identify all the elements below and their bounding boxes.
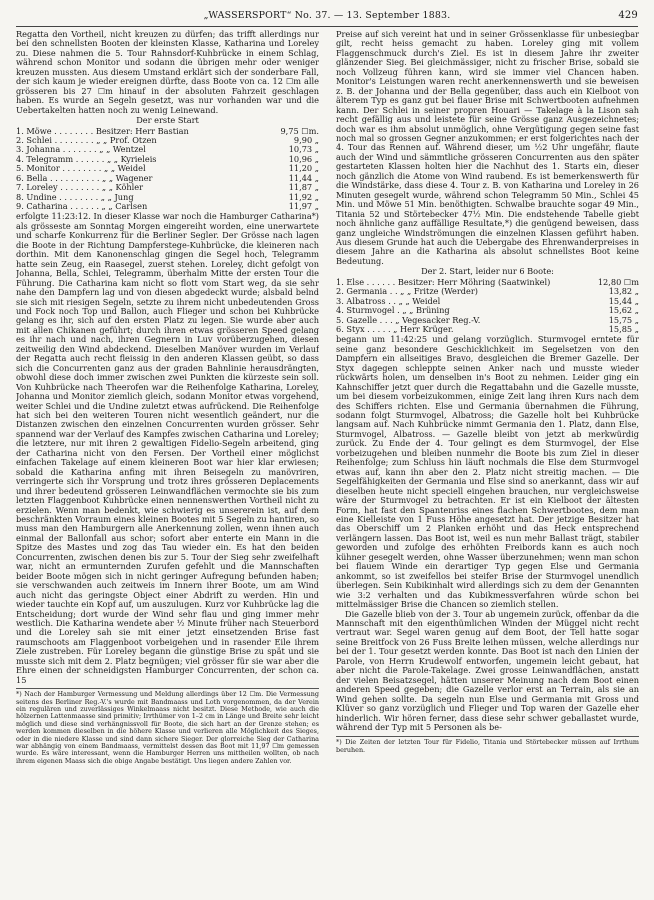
left-paragraph-2: erfolgte 11:23:12. In dieser Klasse war noch die Hamburger Catharina*) als grösseste am Sonntag Morgen eingereiht worden, eine unerwartete und scharfe Konkurrenz für die Berliner Segler. Der Grösse nach lagen die Boote in der Richtung Dampferstege-Kuhbrücke, die kleineren nach dorthin. Mit dem Kanonenschlag gingen die Segel hoch, Telegramm hatte sein Zeug, ein Raasegel, zuerst stehen. Loreley, dicht gefolgt von Johanna, Bella, Schlei, Telegramm, überhalm Mitte der ersten Tour die Führung. Die Catharina kam nicht so flott vom Start weg, da sie sehr nahe den Dampfern lag und von diesen abgedeckt wurde; alsbald belnd sie sich mit riesigen Segeln, setzte zu ihrem nicht unbedeutenden Gross und Fock noch Top und Ballon, auch Flieger und schon bei Kuhbrücke gelang es ihr, sich auf den ersten Platz zu legen. Sie wurde aber auch mit allen Chikanen geführt; durch ihren etwas grösseren Speed gelang es ihr nach und nach, ihren Gegnern in Luv vorüberzugehen, diesen zeitweilig den Wind abdeckend. Dieselben Manöver wurden im Verlauf der Regatta auch recht fleissig in den anderen Klassen geübt, so dass sich die Concurrenten ganz aus der graden Bahnlinie herausdrängten, obwohl diese doch immer zwischen zwei Punkten die kürzeste sein soll. Von Kuhbrücke nach Theerofen war die Reihenfolge Katharina, Loreley, Johanna und Monitor ziemlich gleich, sodann Monitor etwas vorgehend, weiter Schlei und die Undine zuletzt etwas aufrückend. Die Reihenfolge hat sich bei den weiteren Touren nicht wesentlich geändert, nur die Distanzen zwischen den einzelnen Concurrenten wurden grösser. Sehr spannend war der Verlauf des Kampfes zwischen Catharina und Loreley; die letztere, nur mit ihren 2 gewaltigen Fidelio-Segeln arbeitend, ging der Catharina nicht von den Fersen. Der Vortheil einer möglichst einfachen Takelage auf einem kleineren Boot war hier klar erwiesen; sobald die Katharina anfing mit ihren Beisegeln zu manövriren, verringerte sich ihr Vorsprung und trotz ihres grösseren Deplacements und ihrer bedeutend grösseren Leinwandflächen vermochte sie bis zum letzten Flaggenboot Kuhbrücke einen nennenswerthen Vortheil nicht zu erzielen. Wenn man bedenkt, wie schwierig es unsererein ist, auf dem beschränkten Vorraum eines kleinen Bootes mit 5 Segeln zu hantiren, so muss man den Hamburgern alle Anerkennung zollen, wenn ihnen auch einmal der Ballonfall aus schor; sofort aber enterte ein Mann in die Spitze des Mastes und zog das Tau wieder ein. Es hat den beiden Concurrenten, zwischen denen bis zur 5. Tour der Sieg sehr zweifelhaft war, nicht an ermunternden Zurufen gefehlt und die Mannschaften beider Boote mögen sich in nicht geringer Aufregung befunden haben; sie verschwanden auch zeitweis im Innern ihrer Boote, um am Wind auch nicht das geringste Object einer Abdrift zu werden. Hin und wieder tauchte ein Kopf auf, um auszulugen. Kurz vor Kuhbrücke lag die Entscheidung; dort wurde der Wind sehr flau und ging immer mehr westlich. Die Katharina wendete aber ½ Minute früher nach Steuerbord und die Loreley sah sie mit einer jetzt einsetzenden Brise fast raumschoots am Flaggenboot vorbeigehen und in rasender Eile ihrem Ziele zustreben. Für Loreley begann die günstige Brise zu spät und sie musste sich mit dem 2. Platz begnügen; viel grösser für sie war aber die Ehre einen der schneidigsten Hamburger Concurrenten, der schon ca. 15 [16,211,319,685]
entry-value: 11,20 „ [288,163,319,174]
entry-value: 10,96 „ [288,153,319,164]
entry-row [336,297,639,306]
entry-value: 11,92 „ [288,191,319,202]
entry-row [16,155,319,164]
right-paragraph-1: Preise auf sich vereint hat und in seiner Grössenklasse für unbesiegbar gilt, recht heiss gemacht zu haben. Loreley ging mit vollem Flaggenschmuck durch's Ziel. Es ist in diesem Jahre ihr zweiter glänzender Sieg. Bei gleichmässiger, nicht zu frischer Brise, sobald sie noch Vollzeug führen kann, wird sie immer viel Chancen haben. Monitor's Leistungen waren recht anerkennenswerth und sie beweisen z. B. der Johanna und der Bella gegenüber, dass auch ein Kielboot von älterem Typ es ganz gut bei flauer Brise mit Schwertbooten aufnehmen kann. Der Schlei in seiner propren Houari — Takelage à la Lison sah recht gefällig aus und leistete für seine Grösse ganz Ausgezeichnetes; doch war es ihm absolut unmöglich, ohne Vergütigung gegen seine fast noch mal so grossen Gegner anzukommen; er erst folgerichtes nach der 4. Tour das Rennen auf. Während dieser, um ½2 Uhr ungefähr, flaute auch der Wind und sämmtliche grösseren Concurrenten aus den später gestarteten Klassen holten hier die Nachhut des 1. Starts ein, dieser noch gänzlich die Atome von Wind raubend. Es ist bemerkenswerth für die Windstärke, dass diese 4. Tour z. B. von Katharina und Loreley in 26 Minuten gesegelt wurde, während schon Telegramm 50 Min., Schlei 45 Min. und Möwe 51 Min. benöthigten. Schwalbe brauchte sogar 49 Min., Titania 52 und Störtebecker 47½ Min. Die endstehende Tabelle giebt noch ähnliche ganz auffällige Resultate,*) die genügend beweisen, dass ganz ungleiche Windströmungen die einzelnen Klassen geführt haben. Aus diesem Grunde hat auch die Uebergabe des Ehrenwanderpreises in diesem Jahre an die Katharina als absolut schnellstes Boot keine Bedeutung. [336,30,639,266]
entry-label: 9. Catharina . . . . . . „ „ Carlsen [16,202,148,212]
entry-label: 2. Germania . . „ „ Fritze (Werder) [336,287,478,297]
entry-value: 15,44 „ [608,295,639,306]
left-footnote: *) Nach der Hamburger Vermessung und Meldung allerdings über 12 ☐m. Die Vermessung seitens des Berliner Reg.-V.'s wurde mit Bandmaass und Loth vorgenommen, da der Verein ein regulären und zuverlässiges Winkelmaass nicht besitzt. Diese Methode, wie auch die hölzernen Lattenmaasse sind primitiv; Irrthümer von 1–2 cm in Länge und Breite sehr leicht möglich und diese sind verhängnissvoll für Boote, die sich hart an der Grenze stehen; es werden kommen dieselben in die höhere Klasse und verlieren alle Möglichkeit des Sieges, oder in die niedere Klasse und sind dann sichere Sieger. Der glorreiche Sieg der Catharina war abhängig von einem Bandmaass, vermittelst dessen das Boot mit 11,97 ☐m gemessen wurde. Es wäre interessant, wenn die Hamburger Herren uns mittheilen wollten, ob nach ihrem eigenen Maass sich die obige Angabe bestätigt. Uns liegen andere Zahlen vor. [16,690,319,765]
entry-value: 11,44 „ [288,172,319,183]
entry-value: 9,75 ☐m. [280,125,319,136]
left-paragraph-1: Regatta den Vortheil, nicht kreuzen zu dürfen; das trifft allerdings nur bei den schnellsten Booten der kleinsten Klasse, Katharina und Loreley zu. Diese nahmen die 5. Tour Rahnsdorf-Kuhbrücke in einem Schlag, während schon Monitor und sodann die übrigen mehr oder weniger kreuzen mussten. Aus diesem Umstand erklärt sich der sonderbare Fall, der sich kaum je wieder ereignen dürfte, dass Boote von ca. 12 ☐m alle grösseren bis 27 ☐m hinauf in der absoluten Fahrzeit geschlagen haben. Es wurde an Segeln gesetzt, was nur vorhanden war und die Uebertakelten hatten noch zu wenig Leinewand. [16,30,319,115]
right-column [336,30,639,892]
entry-value: 11,97 „ [288,201,319,212]
entry-label: 1. Möwe . . . . . . . . Besitzer: Herr Bastian [16,126,189,136]
right-paragraph-3: Die Gazelle blieb von der 3. Tour ab ungemein zurück, offenbar da die Mannschaft mit den eigenthümlichen Winden der Müggel nicht recht vertraut war. Segel waren genug auf dem Boot, der Tell hatte sogar seine Breitfock von 26 Fuss Breite leihen müssen, welche allerdings nur bei der 1. Tour gesetzt werden konnte. Das Boot ist nach den Linien der Parole, von Herrn Krudewolf entworfen, ungemein leicht gebaut, hat aber nicht die Parole-Takelage. Zwei grosse Leinwandflächen, anstatt der vielen Beisatzsegel, hätten unserer Meinung nach dem Boot einen anderen Speed gegeben; die Gazelle verlor erst an Terrain, als sie an Wind gehen sollte. Da segeln nun Else und Germania mit Gross und Klüver so ganz vorzüglich und Flieger und Top waren der Gazelle eher hinderlich. Wir hören ferner, dass diese sehr schwer geballastet wurde, während der Typ mit 5 Personen als be- [336,608,639,732]
entry-label: 2. Schlei . . . . . . . . „ „ Prof. Otzen [16,135,157,145]
entry-label: 5. Monitor . . . . . . . . „ „ Weidel [16,164,146,174]
entry-row [16,183,319,192]
entry-row [16,193,319,202]
entry-label: 6. Bella . . . . . . . . . . „ „ Wagener [16,173,153,183]
entry-value: 10,73 „ [288,144,319,155]
entry-label: 8. Undine . . . . . . . . „ „ Jung [16,192,134,202]
entry-label: 4. Telegramm . . . . . . „ „ Kyrieleis [16,154,157,164]
second-start-title: Der 2. Start, leider nur 6 Boote: [421,266,554,277]
entry-label: 3. Johanna . . . . . . . „ „ Wentzel [16,145,146,155]
entry-row [16,174,319,183]
entry-label: 1. Else . . . . . . Besitzer: Herr Möhring (Saatwinkel) [336,277,551,287]
entry-row [336,316,639,325]
entry-label: 3. Albatross . . „ „ Weidel [336,296,441,306]
entry-value: 15,85 „ [608,323,639,334]
entry-row [16,164,319,173]
entry-value: 9,90 „ [293,134,319,145]
header-title: „WASSERSPORT“ No. 37. — 13. September 1883. [203,10,451,21]
entry-value: 15,62 „ [608,305,639,316]
first-start-list [16,127,319,212]
entry-value: 13,82 „ [608,286,639,297]
right-footnote: *) Die Zeiten der letzten Tour für Fidelio, Titania und Störtebecker müssen auf Irrthum beruhen. [336,738,639,754]
entry-label: 6. Styx . . . . . „ Herr Krüger. [336,324,454,334]
entry-row [336,306,639,315]
entry-row [16,202,319,211]
entry-value: 12,80 ☐m [597,276,639,287]
page-number: 429 [618,10,638,21]
entry-value: 11,87 „ [288,182,319,193]
entry-row [16,127,319,136]
entry-label: 5. Gazelle . . . „ Vegesacker Reg.-V. [336,315,481,325]
entry-row [16,145,319,154]
first-start-title: Der erste Start [136,115,199,126]
entry-label: 7. Loreley . . . . . . . . „ „ Köhler [16,183,144,193]
entry-row [336,278,639,287]
entry-row [336,325,639,334]
page-header [16,10,638,27]
right-paragraph-2: begann um 11:42:25 und gelang vorzüglich. Sturmvogel erntete für seine ganz besondere Geschicklichkeit im Segelsetzen von den Dampfern ein allseitiges Bravo, desgleichen die Bremer Gazelle. Der Styx dagegen schleppte seinen Anker nach und musste wieder rückwärts holen, um denselben in's Boot zu nehmen. Leider ging ein Kahnschiffer jetzt quer durch die Regattabahn und die Gazelle musste, um bei diesem vorbeizukommen, einige Zeit lang ihren Kurs nach dem des Schiffers richten. Else und Germania übernahmen die Führung, sodann folgt Sturmvogel, Albatross; die Gazelle holt bei Kuhbrücke langsam auf. Nach Kuhbrücke nimmt Germania den 1. Platz, dann Else, Sturmvogel, Albatross. — Gazelle bleibt von jetzt ab merkwürdig zurück. Zu Ende der 4. Tour gelingt es dem Sturmvogel, der Else vorbeizugehen und bleiben nunmehr die Boote bis zum Ziel in dieser Reihenfolge; zum Schluss hin läuft nochmals die Else dem Sturmvogel etwas auf, kann ihn aber den 2. Platz nicht streitig machen. — Die Segelfähigkeiten der Germania und Else sind so anerkannt, dass wir auf dieselben heute nicht speciell eingehen brauchen, nur vergleichsweise wäre der Sturmvogel zu betrachten. Er ist ein Kielboot der ältesten Form, hat fast den Spantenriss eines flachen Schwertbootes, dem man eine Kielleiste von 1 Fuss Höhe angesetzt hat. Der jetzige Besitzer hat das Oberschiff um 2 Planken erhöht und das Heck entsprechend verlängern lassen. Das Boot ist, weil es nun mehr Ballast trägt, stabiler geworden und zufolge des erhöhten Freibords kann es auch noch kühner gesegelt werden, ohne Wasser überzunehmen; wenn man schon bei flauem Winde ein derartiger Typ gegen Else und Germania ankommt, so ist zweifellos bei steifer Brise der Sturmvogel unendlich überlegen. Sein Kubikinhalt wird allerdings sich zu dem der Genannten wie 3:2 verhalten und das Kubikmessverfahren würde schon bei mittelmässiger Brise die Chancen so ziemlich stellen. [336,334,639,610]
entry-label: 4. Sturmvogel . „ „ Brüning [336,306,450,316]
entry-row [16,136,319,145]
second-start-list [336,278,639,335]
entry-value: 15,75 „ [608,314,639,325]
entry-row [336,287,639,296]
left-column [16,30,319,892]
